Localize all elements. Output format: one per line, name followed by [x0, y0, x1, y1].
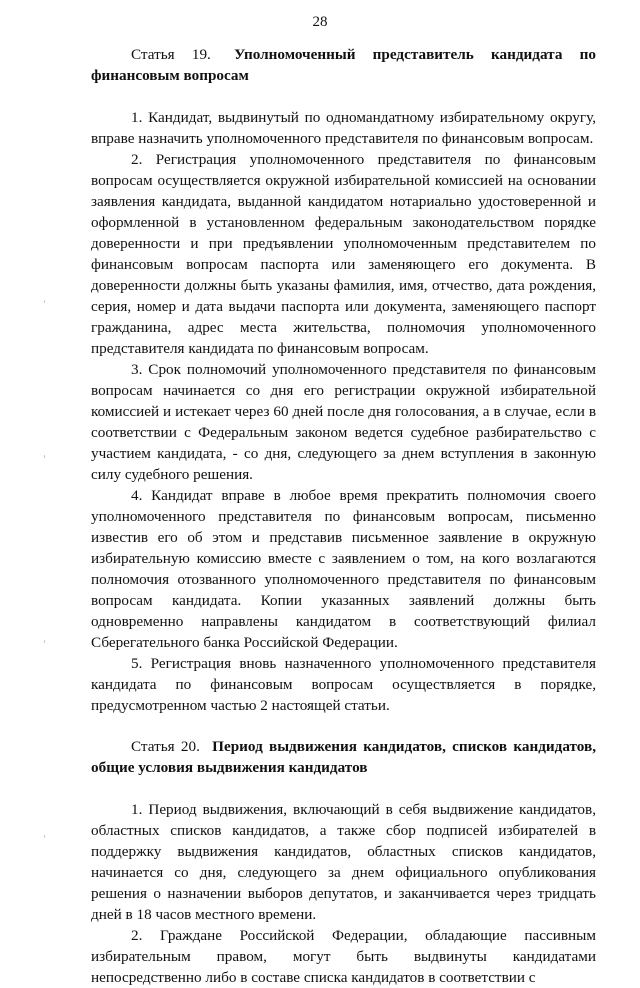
- document-body: [91, 44, 596, 988]
- article-19: [91, 44, 596, 716]
- article-heading: [91, 736, 596, 778]
- article-title: Период выдвижения кандидатов, списков кандидатов, общие условия выдвижения кандидатов: [91, 738, 596, 776]
- page-number: 28: [312, 14, 328, 30]
- margin-mark: [44, 455, 45, 458]
- paragraph: 1. Кандидат, выдвинутый по одномандатному избирательному округу, вправе назначить уполномоченного представителя по финансовым вопросам.: [91, 109, 596, 147]
- paragraph: 3. Срок полномочий уполномоченного представителя по финансовым вопросам начинается со дня его регистрации окружной избирательной комиссией и истекает через 60 дней после дня голосования, а в случае, если в соответствии с Федеральным законом ведется судебное разбирательство с участием кандидата, - со дня, следующего за днем вступления в законную силу судебного решения.: [91, 361, 596, 483]
- margin-mark: [44, 640, 45, 643]
- article-label: Статья 19.: [131, 46, 211, 63]
- paragraph: 2. Регистрация уполномоченного представителя по финансовым вопросам осуществляется окружной избирательной комиссией на основании заявления кандидата, выданной кандидатом нотариально удостоверенной и оформленной в установленном федеральным законодательством порядке доверенности и при предъявлении уполномоченным представителем по финансовым вопросам паспорта или заменяющего его документа. В доверенности должны быть указаны фамилия, имя, отчество, дата рождения, серия, номер и дата выдачи паспорта или документа, заменяющего паспорт гражданина, адрес места жительства, полномочия уполномоченного представителя кандидата по финансовым вопросам.: [91, 151, 596, 357]
- margin-mark: [44, 835, 45, 838]
- paragraph: 1. Период выдвижения, включающий в себя выдвижение кандидатов, областных списков кандидатов, а также сбор подписей избирателей в поддержку выдвижения кандидатов, областных списков кандидатов, начинается со дня, следующего за днем официального опубликования решения о назначении выборов депутатов, и заканчивается через тридцать дней в 18 часов местного времени.: [91, 801, 596, 923]
- article-20: [91, 736, 596, 988]
- margin-mark: [44, 300, 45, 303]
- article-heading: [91, 44, 596, 86]
- article-label: Статья 20.: [131, 738, 200, 755]
- paragraph: 5. Регистрация вновь назначенного уполномоченного представителя кандидата по финансовым вопросам осуществляется в порядке, предусмотренном частью 2 настоящей статьи.: [91, 655, 596, 714]
- article-title: Уполномоченный представитель кандидата по финансовым вопросам: [91, 46, 596, 84]
- paragraph: 4. Кандидат вправе в любое время прекратить полномочия своего уполномоченного представителя по финансовым вопросам, письменно известив его об этом и представив письменное заявление в окружную избирательную комиссию вместе с заявлением о том, на кого возлагаются полномочия отозванного уполномоченного представителя по финансовым вопросам кандидата. Копии указанных заявлений должны быть одновременно направлены кандидатом в соответствующий филиал Сберегательного банка Российской Федерации.: [91, 487, 596, 651]
- paragraph: 2. Граждане Российской Федерации, обладающие пассивным избирательным правом, могут быть выдвинуты кандидатами непосредственно либо в составе списка кандидатов в соответствии с: [91, 927, 596, 986]
